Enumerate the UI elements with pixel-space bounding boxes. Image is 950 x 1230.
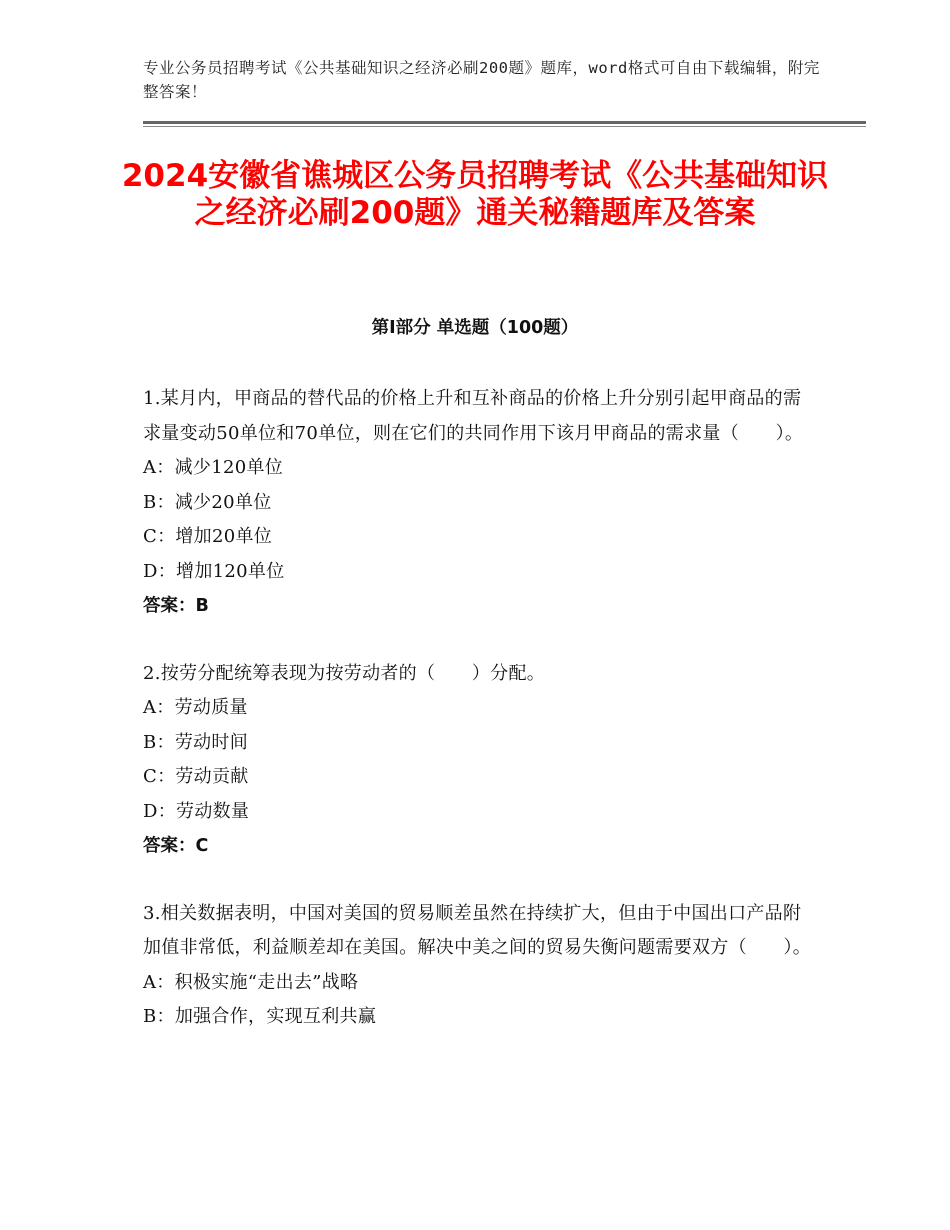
- question-list: [143, 382, 813, 1068]
- answer: 答案：C: [143, 836, 209, 856]
- header-divider-thick: [143, 121, 866, 124]
- option-d: D：劳动数量: [143, 800, 250, 822]
- question-2: [143, 657, 813, 864]
- question-1: [143, 382, 813, 624]
- question-stem: 1.某月内，甲商品的替代品的价格上升和互补商品的价格上升分别引起甲商品的需求量变动50单位和70单位，则在它们的共同作用下该月甲商品的需求量（ ）。: [143, 388, 804, 444]
- option-c: C：增加20单位: [143, 526, 273, 547]
- option-a: A：减少120单位: [143, 457, 284, 478]
- question-3: [143, 897, 813, 1035]
- question-stem: 3.相关数据表明，中国对美国的贸易顺差虽然在持续扩大，但由于中国出口产品附加值非常低，利益顺差却在美国。解决中美之间的贸易失衡问题需要双方（ ）。: [143, 902, 812, 958]
- option-b: B：减少20单位: [143, 491, 272, 513]
- option-b: B：劳动时间: [143, 731, 249, 753]
- option-a: A：积极实施“走出去”战略: [143, 971, 359, 993]
- option-c: C：劳动贡献: [143, 766, 249, 787]
- answer: 答案：B: [143, 596, 209, 616]
- option-b: B：加强合作，实现互利共赢: [143, 1006, 377, 1027]
- section-title: 第Ⅰ部分 单选题（100题）: [371, 318, 579, 338]
- header-divider-thin: [143, 126, 866, 127]
- header-note: 专业公务员招聘考试《公共基础知识之经济必刷200题》题库，word格式可自由下载编辑，附完整答案！: [143, 59, 820, 101]
- question-stem: 2.按劳分配统筹表现为按劳动者的（ ）分配。: [143, 662, 546, 684]
- document-title: 2024安徽省谯城区公务员招聘考试《公共基础知识之经济必刷200题》通关秘籍题库及答案: [121, 158, 829, 231]
- option-a: A：劳动质量: [143, 697, 248, 718]
- option-d: D：增加120单位: [143, 560, 285, 582]
